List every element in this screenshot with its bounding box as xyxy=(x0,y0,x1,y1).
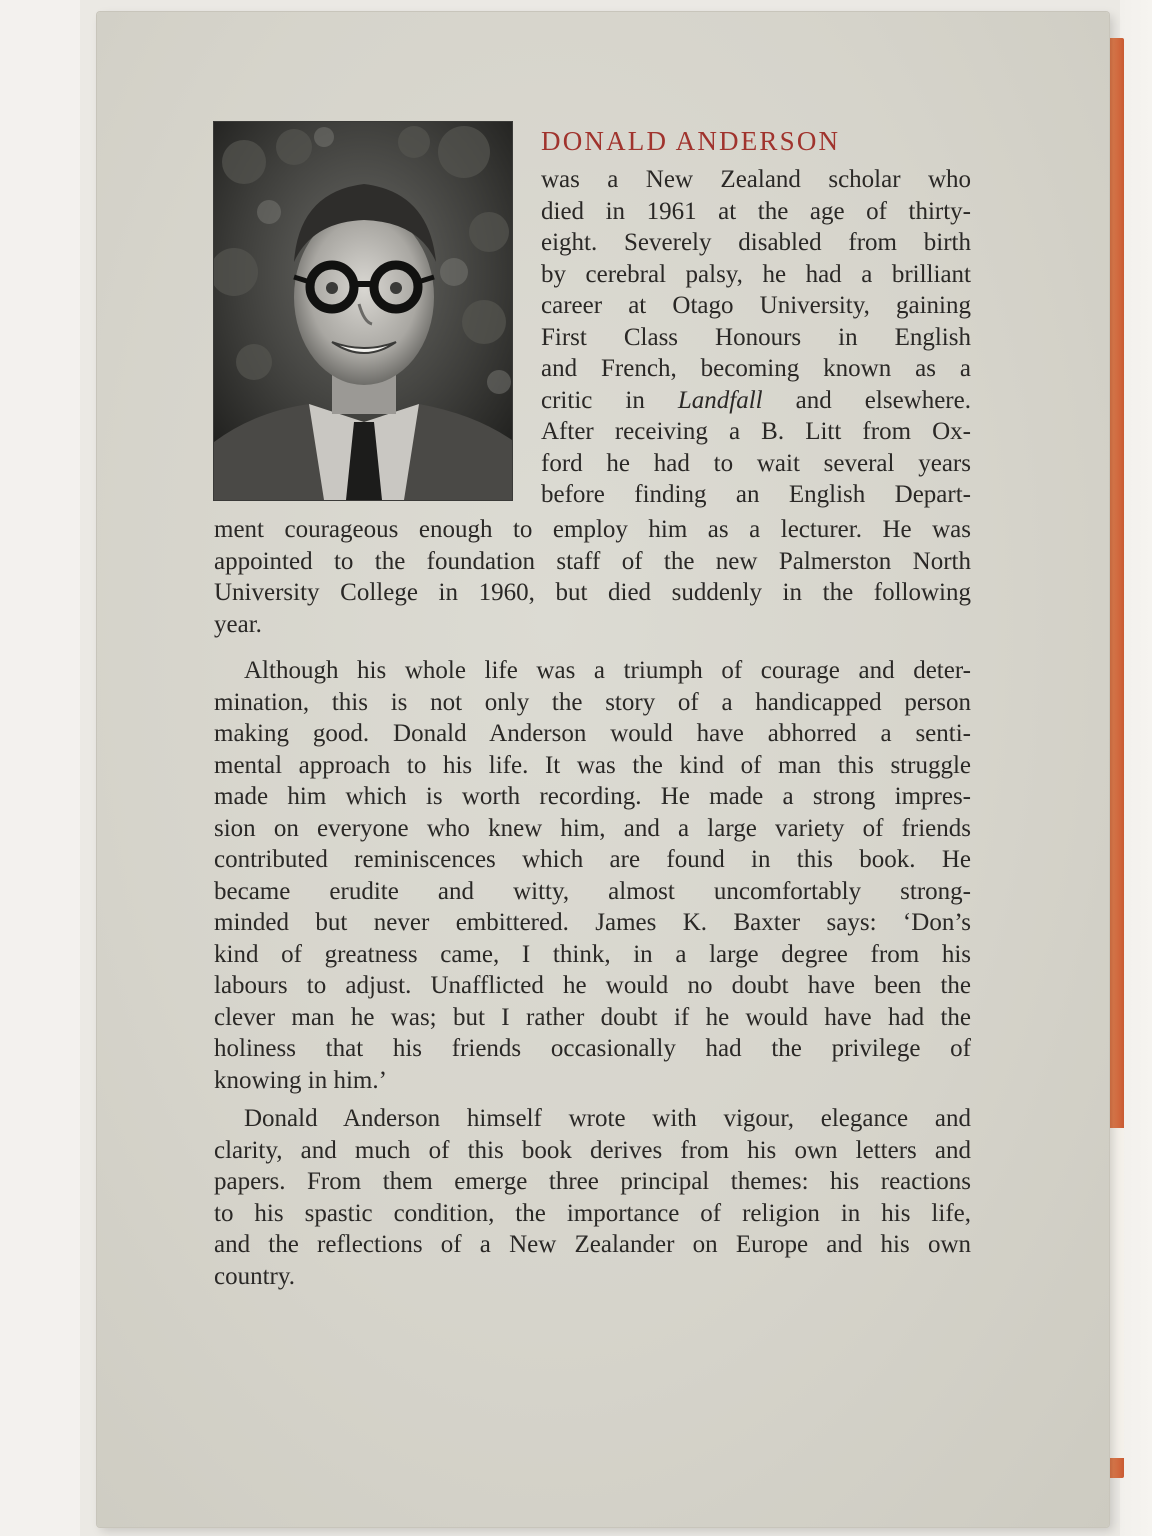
text-line: country. xyxy=(214,1262,295,1290)
text-line: kind of greatness came, I think, in a large degree from his xyxy=(214,940,971,968)
text-line: mental approach to his life. It was the kind of man this struggle xyxy=(214,751,971,779)
text-line: mination, this is not only the story of a handicapped person xyxy=(214,688,971,716)
text-line: became erudite and witty, almost uncomfortably strong- xyxy=(214,877,971,905)
text-line: before finding an English Depart- xyxy=(541,481,971,508)
text-line: and French, becoming known as a xyxy=(541,355,971,382)
text-line: Although his whole life was a triumph of courage and deter- xyxy=(244,657,971,684)
text-line: made him which is worth recording. He made a strong impres- xyxy=(214,783,971,810)
paragraph-1-wide xyxy=(214,514,971,640)
text-line: making good. Donald Anderson would have abhorred a senti- xyxy=(214,720,971,747)
text-line: ford he had to wait several years xyxy=(541,449,971,477)
text-line: contributed reminiscences which are found in this book. He xyxy=(214,846,971,873)
text-line: by cerebral palsy, he had a brilliant xyxy=(541,260,971,288)
text-line: died in 1961 at the age of thirty- xyxy=(541,197,971,225)
text-line: University College in 1960, but died suddenly in the following xyxy=(214,579,971,606)
text-line: and the reflections of a New Zealander on Europe and his own xyxy=(214,1231,971,1258)
text-line: clarity, and much of this book derives from his own letters and xyxy=(214,1136,971,1164)
author-portrait-image xyxy=(214,122,512,500)
text-line: First Class Honours in English xyxy=(541,323,971,351)
text-line: clever man he was; but I rather doubt if he would have had the xyxy=(214,1003,971,1031)
text-line: eight. Severely disabled from birth xyxy=(541,229,971,256)
text-line: holiness that his friends occasionally had the privilege of xyxy=(214,1035,971,1062)
text-line: critic in Landfall and elsewhere. xyxy=(541,386,971,414)
text-line: appointed to the foundation staff of the new Palmerston North xyxy=(214,547,971,575)
author-name-heading: DONALD ANDERSON xyxy=(541,126,841,156)
text-line: sion on everyone who knew him, and a large variety of friends xyxy=(214,814,971,842)
text-line: labours to adjust. Unafflicted he would no doubt have been the xyxy=(214,972,971,999)
paragraph-2 xyxy=(214,655,971,1096)
text-line: Donald Anderson himself wrote with vigour, elegance and xyxy=(244,1105,971,1132)
background-left xyxy=(0,0,80,1536)
text-line: career at Otago University, gaining xyxy=(541,292,971,319)
text-line: ment courageous enough to employ him as a lecturer. He was xyxy=(214,516,971,543)
author-photo xyxy=(214,122,512,500)
text-line: year. xyxy=(214,610,262,638)
text-line: to his spastic condition, the importance of religion in his life, xyxy=(214,1199,971,1227)
paragraph-1-narrow xyxy=(541,164,971,511)
paragraph-3 xyxy=(214,1103,971,1292)
text-line: papers. From them emerge three principal themes: his reactions xyxy=(214,1168,971,1195)
text-line: minded but never embittered. James K. Baxter says: ‘Don’s xyxy=(214,909,971,936)
text-line: After receiving a B. Litt from Ox- xyxy=(541,418,971,445)
text-line: knowing in him.’ xyxy=(214,1066,387,1094)
text-line: was a New Zealand scholar who xyxy=(541,166,971,193)
background-right xyxy=(1120,0,1152,1536)
